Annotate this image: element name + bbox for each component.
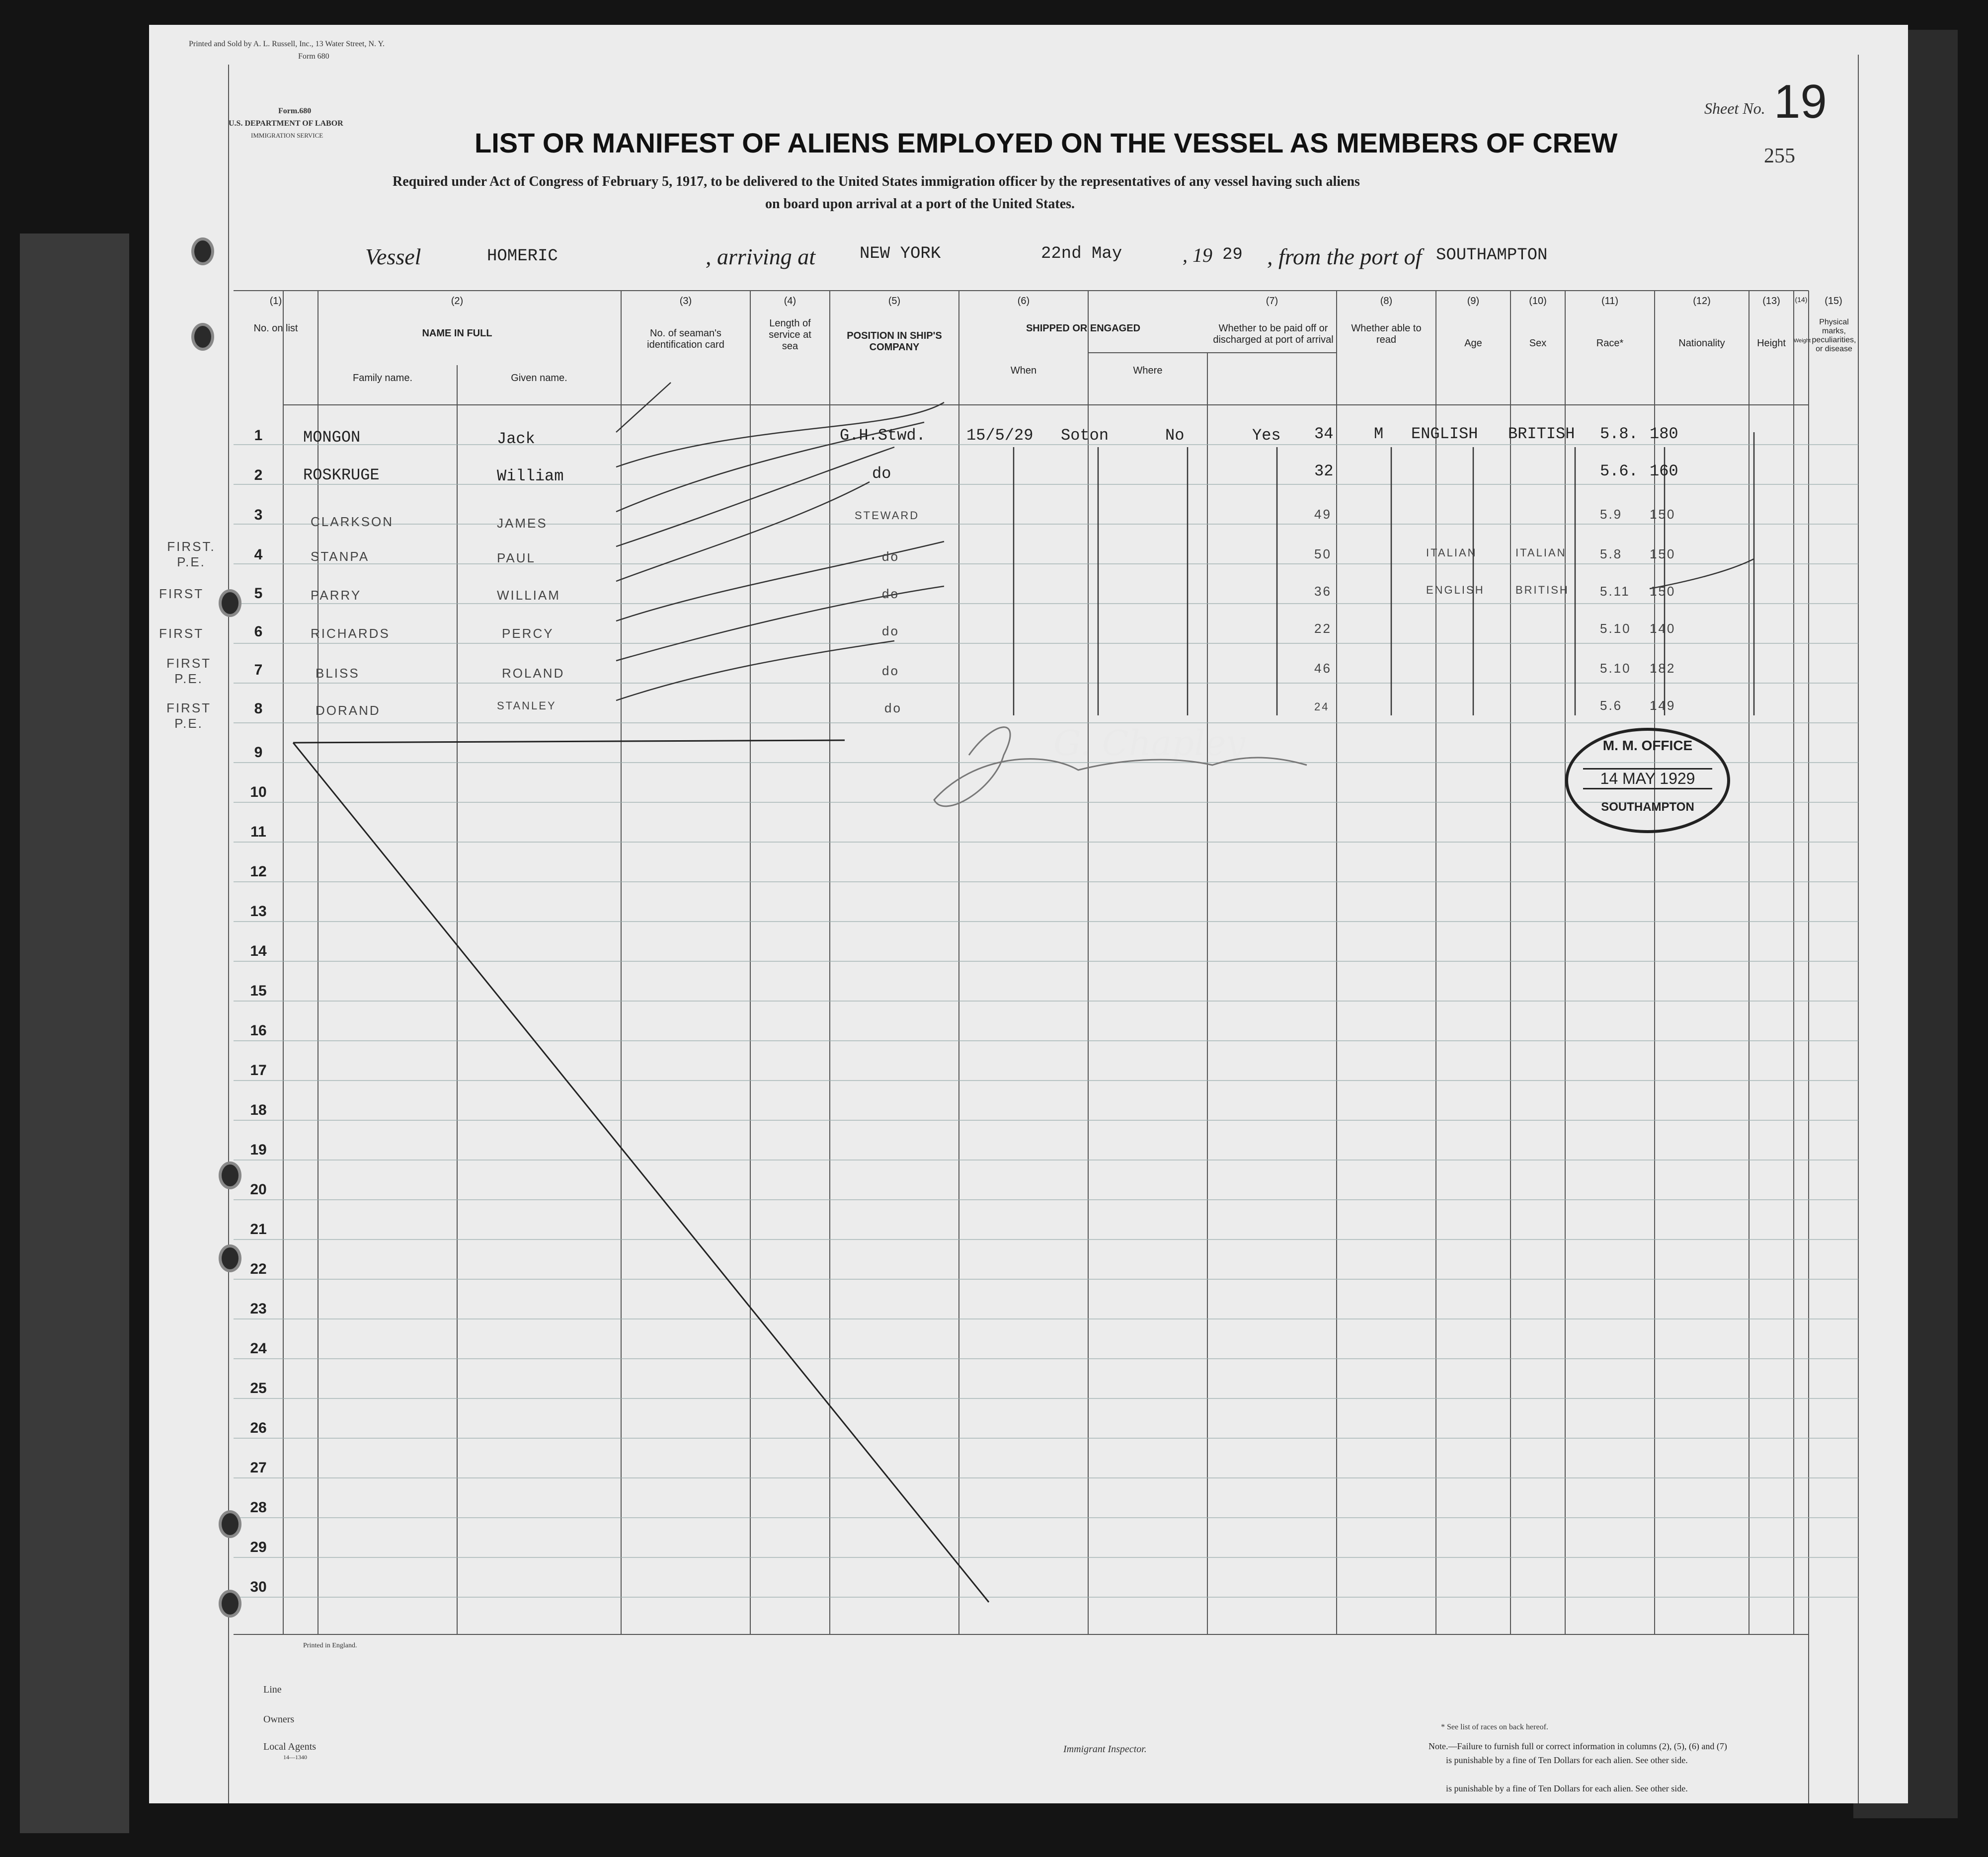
family-name: STANPA: [311, 549, 370, 564]
weight: 150: [1650, 507, 1676, 522]
paid-off: No: [1165, 426, 1185, 445]
margin-note-row-8: FIRST P.E.: [166, 700, 212, 731]
col-11-label: Race*: [1596, 338, 1624, 349]
races-note: * See list of races on back hereof.: [1441, 1723, 1548, 1731]
position: G.H.Stwd.: [840, 426, 926, 445]
col-2-num: (2): [451, 296, 464, 307]
col-8-label: Whether able to read: [1351, 323, 1422, 345]
height: 5.11: [1600, 584, 1630, 599]
col-12-label: Nationality: [1678, 338, 1725, 349]
row-number: 3: [254, 507, 263, 523]
given-name: William: [497, 467, 564, 485]
position: do: [872, 464, 891, 483]
empty-row-number: 20: [250, 1181, 267, 1198]
col-2-family: Family name.: [352, 373, 413, 384]
empty-row-number: 12: [250, 863, 267, 880]
empty-row-number: 24: [250, 1340, 267, 1357]
empty-row-number: 28: [250, 1499, 267, 1516]
col-2-label: NAME IN FULL: [422, 328, 492, 339]
col-9-num: (9): [1467, 296, 1480, 307]
col-4-label: Length of service at sea: [769, 318, 811, 352]
arriving-label: , arriving at: [706, 244, 816, 269]
family-name: PARRY: [311, 588, 362, 603]
year-prefix: , 19: [1183, 244, 1212, 266]
stamp-date: 14 MAY 1929: [1583, 768, 1712, 789]
race: ENGLISH: [1426, 584, 1485, 596]
col-3-num: (3): [679, 296, 692, 307]
sheet-label: Sheet No.: [1704, 99, 1765, 117]
race: ITALIAN: [1426, 546, 1477, 559]
weight: 149: [1650, 698, 1676, 713]
col-2-given: Given name.: [511, 373, 567, 384]
height: 5.8: [1600, 546, 1623, 561]
given-name: Jack: [497, 430, 535, 448]
family-name: ROSKRUGE: [303, 466, 380, 484]
empty-row-number: 10: [250, 784, 267, 800]
family-name: CLARKSON: [311, 514, 394, 529]
nationality: ITALIAN: [1515, 546, 1567, 559]
vessel-name: HOMERIC: [487, 247, 558, 266]
stamp-number: 255: [1764, 145, 1795, 167]
age: 22: [1314, 621, 1332, 636]
empty-row-number: 25: [250, 1380, 267, 1396]
stamp-bottom: SOUTHAMPTON: [1601, 800, 1694, 814]
table-grid: [149, 25, 1908, 1803]
position: do: [882, 586, 899, 601]
height: 5.6: [1600, 698, 1623, 713]
line-label: Line: [263, 1684, 282, 1695]
given-name: PERCY: [502, 626, 554, 641]
form-number: Form.680: [278, 107, 312, 115]
col-7-label: Whether to be paid off or discharged at port of arrival: [1213, 323, 1334, 345]
binding-hole: [219, 1590, 241, 1618]
note-line-2: is punishable by a fine of Ten Dollars for each alien. See other side.: [1446, 1755, 1688, 1765]
weight: 150: [1650, 546, 1676, 561]
cancel-lines: [293, 740, 989, 1602]
col-6-num: (6): [1017, 296, 1030, 307]
col-6-label: SHIPPED OR ENGAGED: [1026, 323, 1141, 334]
department: U.S. DEPARTMENT OF LABOR: [229, 119, 343, 128]
binding-hole: [219, 1510, 241, 1538]
empty-row-number: 16: [250, 1022, 267, 1039]
empty-row-number: 18: [250, 1102, 267, 1118]
subtitle-line-2: on board upon arrival at a port of the United States.: [765, 196, 1075, 212]
col-5-num: (5): [888, 296, 901, 307]
position: STEWARD: [855, 509, 920, 522]
age: 34: [1314, 425, 1334, 443]
binding-hole: [219, 589, 241, 617]
arrival-year: 29: [1222, 245, 1243, 264]
given-name: STANLEY: [497, 699, 557, 712]
age: 24: [1314, 700, 1330, 713]
age: 49: [1314, 507, 1332, 522]
col-15-num: (15): [1825, 296, 1842, 307]
agents-label: Local Agents: [263, 1741, 317, 1752]
col-12-num: (12): [1693, 296, 1711, 307]
age: 36: [1314, 584, 1332, 599]
family-name: BLISS: [316, 666, 360, 681]
row-number: 2: [254, 467, 263, 483]
sex: M: [1374, 425, 1384, 443]
given-name: ROLAND: [502, 666, 565, 681]
col-11-num: (11): [1601, 296, 1619, 307]
empty-row-number: 21: [250, 1221, 267, 1238]
stamp-top: M. M. OFFICE: [1602, 738, 1693, 753]
col-3-label: No. of seaman's identification card: [647, 328, 724, 350]
col-10-num: (10): [1529, 296, 1547, 307]
col-7-num: (7): [1266, 296, 1278, 307]
age: 50: [1314, 546, 1332, 561]
weight: 182: [1650, 661, 1676, 676]
from-port-label: , from the port of: [1267, 244, 1422, 269]
row-number: 7: [254, 662, 263, 678]
empty-row-number: 9: [254, 744, 263, 761]
subtitle-line-1: Required under Act of Congress of February 5, 1917, to be delivered to the United States immigration officer by the representatives of any vessel having such aliens: [393, 174, 1360, 189]
arrival-port: NEW YORK: [860, 244, 941, 263]
col-15-label: Physical marks, peculiarities, or disease: [1812, 318, 1856, 353]
row-number: 1: [254, 427, 263, 444]
empty-row-number: 30: [250, 1579, 267, 1595]
family-name: RICHARDS: [311, 626, 390, 641]
agents-code: 14—1340: [283, 1754, 307, 1761]
nationality: BRITISH: [1515, 584, 1569, 596]
col-8-num: (8): [1380, 296, 1393, 307]
inspector-label: Immigrant Inspector.: [1063, 1744, 1147, 1755]
empty-row-number: 14: [250, 943, 267, 959]
position: do: [882, 663, 899, 678]
margin-note-row-5: FIRST: [159, 586, 204, 601]
age: 46: [1314, 661, 1332, 676]
from-port: SOUTHAMPTON: [1436, 246, 1548, 265]
binding-hole: [191, 323, 214, 351]
family-name: DORAND: [316, 703, 381, 718]
height: 5.8.: [1600, 425, 1638, 443]
empty-row-number: 22: [250, 1261, 267, 1277]
empty-row-number: 29: [250, 1539, 267, 1555]
weight: 180: [1650, 425, 1678, 443]
col-4-num: (4): [784, 296, 796, 307]
binding-hole: [219, 1244, 241, 1272]
race: ENGLISH: [1411, 425, 1478, 443]
col-14-num: (14): [1795, 296, 1808, 304]
shipped-when: 15/5/29: [966, 426, 1034, 445]
row-number: 5: [254, 585, 263, 602]
weight: 140: [1650, 621, 1676, 636]
given-name: WILLIAM: [497, 588, 560, 603]
page-title: LIST OR MANIFEST OF ALIENS EMPLOYED ON THE VESSEL AS MEMBERS OF CREW: [475, 127, 1618, 158]
note-line-1: Note.—Failure to furnish full or correct information in columns (2), (5), (6) and (7): [1429, 1741, 1727, 1751]
col-13-label: Height: [1757, 338, 1786, 349]
signature: [1053, 723, 1245, 764]
margin-note-row-6: FIRST: [159, 626, 204, 641]
empty-row-number: 23: [250, 1301, 267, 1317]
vessel-label: Vessel: [365, 244, 421, 269]
empty-row-number: 27: [250, 1460, 267, 1476]
sheet-number: 19: [1774, 75, 1827, 128]
col-1-num: (1): [269, 296, 282, 307]
col-14-label: Weight: [1794, 338, 1811, 344]
adjacent-page-edge: [20, 233, 129, 1833]
position: do: [884, 700, 902, 715]
empty-row-number: 26: [250, 1420, 267, 1436]
given-name: JAMES: [497, 516, 548, 531]
row-number: 6: [254, 623, 263, 640]
binding-hole: [219, 1161, 241, 1189]
weight: 160: [1650, 462, 1678, 480]
margin-note-row-7: FIRST P.E.: [166, 656, 212, 686]
shipped-where: Soton: [1061, 426, 1109, 445]
empty-row-number: 11: [250, 824, 266, 840]
height: 5.6.: [1600, 462, 1638, 480]
given-name: PAUL: [497, 550, 536, 565]
position: do: [882, 549, 899, 564]
col-13-num: (13): [1762, 296, 1780, 307]
manifest-page: [149, 25, 1908, 1803]
height: 5.9: [1600, 507, 1623, 522]
family-name: MONGON: [303, 428, 361, 447]
printed-in: Printed in England.: [303, 1642, 357, 1649]
printer-imprint: Printed and Sold by A. L. Russell, Inc., 13 Water Street, N. Y.: [189, 40, 385, 48]
col-9-label: Age: [1464, 338, 1482, 349]
able-to-read: Yes: [1252, 426, 1281, 445]
col-6-where: Where: [1133, 365, 1163, 376]
owners-label: Owners: [263, 1714, 295, 1725]
age: 32: [1314, 462, 1334, 480]
height: 5.10: [1600, 621, 1631, 636]
col-10-label: Sex: [1529, 338, 1547, 349]
col-6-when: When: [1010, 365, 1037, 376]
empty-row-number: 17: [250, 1062, 267, 1079]
note-line-3: is punishable by a fine of Ten Dollars for each alien. See other side.: [1446, 1783, 1688, 1793]
mm-office-stamp: [1565, 728, 1730, 833]
col-1-label: No. on list: [253, 323, 298, 334]
printer-form-ref: Form 680: [298, 52, 329, 61]
tick-marks: [616, 383, 1754, 715]
nationality: BRITISH: [1508, 425, 1575, 443]
margin-note-row-4: FIRST. P.E.: [167, 539, 216, 569]
empty-row-number: 13: [250, 903, 267, 920]
weight: 150: [1650, 584, 1676, 599]
col-5-label: POSITION IN SHIP'S COMPANY: [847, 330, 942, 353]
binding-hole: [191, 237, 214, 265]
empty-row-number: 19: [250, 1142, 267, 1158]
height: 5.10: [1600, 661, 1631, 676]
position: do: [882, 623, 899, 638]
row-number: 4: [254, 546, 263, 563]
empty-row-number: 15: [250, 983, 267, 999]
arrival-date: 22nd May: [1041, 244, 1122, 263]
service: IMMIGRATION SERVICE: [251, 132, 323, 139]
row-number: 8: [254, 700, 263, 717]
